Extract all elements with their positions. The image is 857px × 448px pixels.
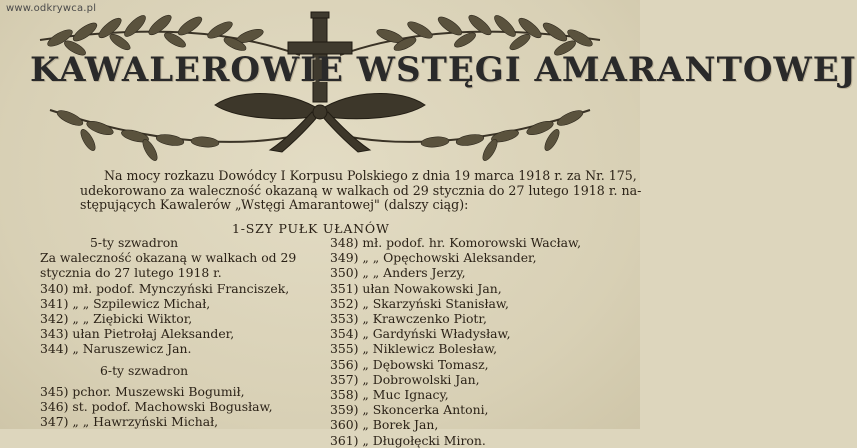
- list-item: 361) „ Długołęcki Miron.: [330, 432, 486, 448]
- intro-line: udekorowano za waleczność okazaną w walkach od 29 stycznia do 27 lutego 1918 r. na-: [80, 182, 642, 198]
- intro-line: Na mocy rozkazu Dowódcy I Korpusu Polskiego z dnia 19 marca 1918 r. za Nr. 175,: [104, 168, 637, 183]
- squadron-note: Za waleczność okazaną w walkach od 29: [40, 250, 297, 266]
- list-item: 341) „ „ Szpilewicz Michał,: [40, 295, 211, 311]
- list-item: 350) „ „ Anders Jerzy,: [330, 265, 466, 281]
- watermark: www.odkrywca.pl: [6, 3, 97, 14]
- list-item: 353) „ Krawczenko Piotr,: [330, 311, 487, 327]
- list-item: 359) „ Skoncerka Antoni,: [330, 402, 489, 418]
- regiment-heading: 1-SZY PUŁK UŁANÓW: [232, 221, 390, 236]
- list-item: 345) pchor. Muszewski Bogumił,: [40, 383, 245, 399]
- list-item: 340) mł. podof. Mynczyński Franciszek,: [40, 280, 290, 296]
- list-item: 343) ułan Pietrołaj Aleksander,: [40, 326, 235, 342]
- list-item: 360) „ Borek Jan,: [330, 417, 439, 433]
- list-item: 349) „ „ Opęchowski Aleksander,: [330, 250, 537, 266]
- list-item: 356) „ Dębowski Tomasz,: [330, 356, 489, 372]
- intro-paragraph: [80, 168, 642, 213]
- list-item: 355) „ Niklewicz Bolesław,: [330, 341, 498, 357]
- list-item: 347) „ „ Hawrzyński Michał,: [40, 414, 219, 430]
- page-title: KAWALEROWIE WSTĘGI AMARANTOWEJ: [30, 50, 857, 90]
- squadron-6-heading: 6-ty szwadron: [100, 362, 189, 378]
- list-item: 354) „ Gardyński Władysław,: [330, 326, 511, 342]
- list-item: 348) mł. podof. hr. Komorowski Wacław,: [330, 235, 582, 250]
- squadron-5-heading: 5-ty szwadron: [90, 235, 179, 250]
- left-column: [40, 235, 320, 429]
- list-item: 358) „ Muc Ignacy,: [330, 387, 449, 403]
- list-item: 342) „ „ Ziębicki Wiktor,: [40, 311, 193, 327]
- list-item: 351) ułan Nowakowski Jan,: [330, 280, 502, 296]
- intro-line: stępujących Kawalerów „Wstęgi Amarantowej" (dalszy ciąg):: [80, 197, 469, 212]
- right-column: [330, 235, 630, 448]
- list-item: 344) „ Naruszewicz Jan.: [40, 341, 192, 357]
- squadron-note: stycznia do 27 lutego 1918 r.: [40, 265, 222, 281]
- list-item: 346) st. podof. Machowski Bogusław,: [40, 399, 273, 415]
- list-item: 357) „ Dobrowolski Jan,: [330, 371, 480, 387]
- list-item: 352) „ Skarzyński Stanisław,: [330, 295, 509, 311]
